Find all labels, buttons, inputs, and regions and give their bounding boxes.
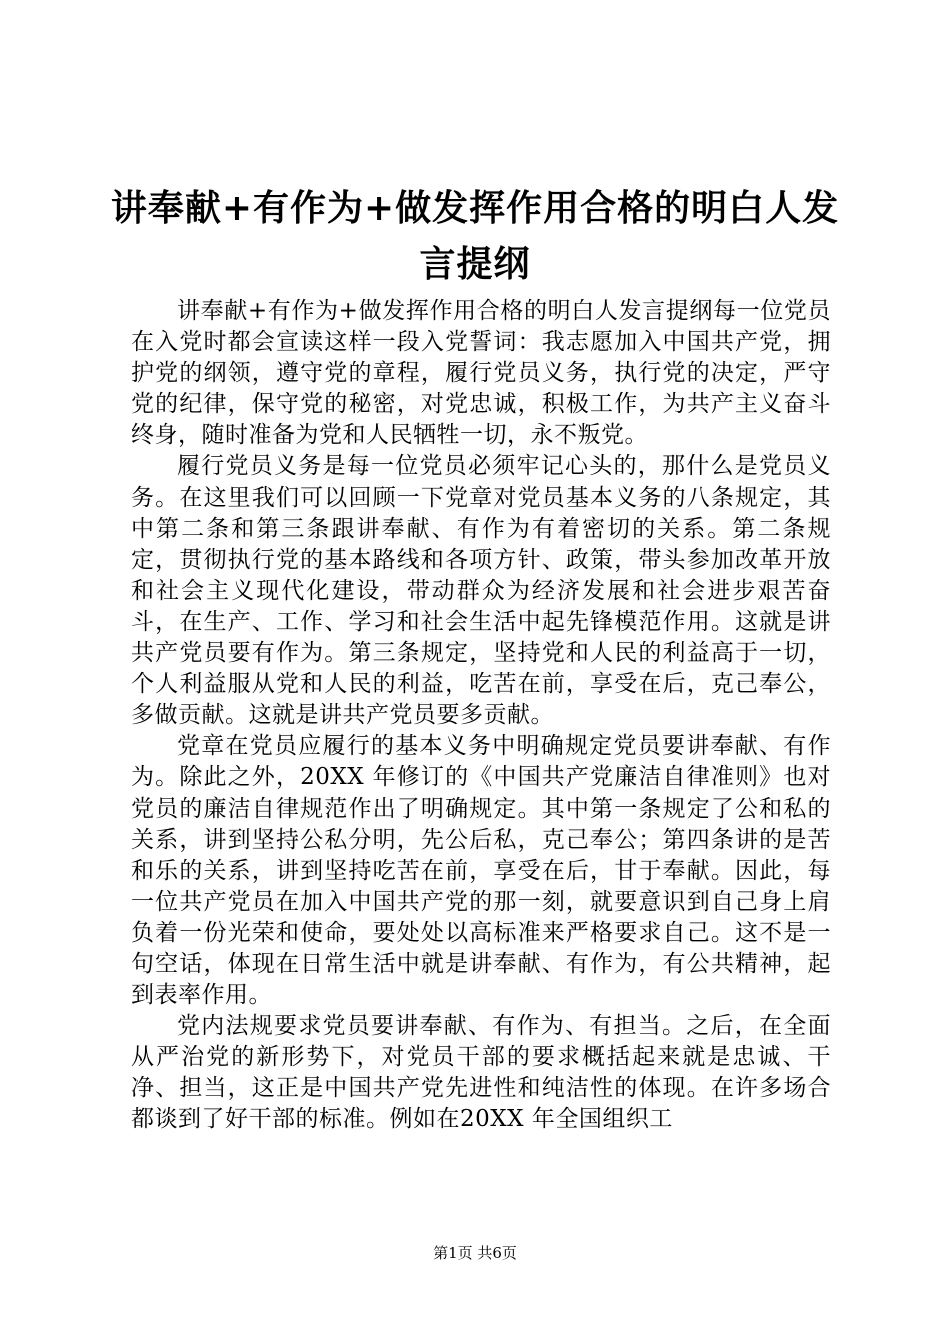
document-title: 讲奉献+有作为+做发挥作用合格的明白人发言提纲 [110, 187, 840, 285]
paragraph: 履行党员义务是每一位党员必须牢记心头的，那什么是党员义务。在这里我们可以回顾一下党章对党员基本义务的八条规定，其中第二条和第三条跟讲奉献、有作为有着密切的关系。第二条规定，贯彻执行党的基本路线和各项方针、政策，带头参加改革开放和社会主义现代化建设，带动群众为经济发展和社会进步艰苦奋斗，在生产、工作、学习和社会生活中起先锋模范作用。这就是讲共产党员要有作为。第三条规定，坚持党和人民的利益高于一切，个人利益服从党和人民的利益，吃苦在前，享受在后，克己奉公，多做贡献。这就是讲共产党员要多贡献。 [131, 453, 831, 729]
paragraph: 党内法规要求党员要讲奉献、有作为、有担当。之后，在全面从严治党的新形势下，对党员干部的要求概括起来就是忠诚、干净、担当，这正是中国共产党先进性和纯洁性的体现。在许多场合都谈到了好干部的标准。例如在20XX 年全国组织工 [131, 1013, 831, 1133]
document-body [131, 296, 831, 1136]
paragraph: 讲奉献+有作为+做发挥作用合格的明白人发言提纲每一位党员在入党时都会宣读这样一段入党誓词：我志愿加入中国共产党，拥护党的纲领，遵守党的章程，履行党员义务，执行党的决定，严守党的纪律，保守党的秘密，对党忠诚，积极工作，为共产主义奋斗终身，随时准备为党和人民牺牲一切，永不叛党。 [131, 298, 831, 449]
page-number-footer: 第1页 共6页 [433, 1244, 517, 1262]
paragraph: 党章在党员应履行的基本义务中明确规定党员要讲奉献、有作为。除此之外，20XX 年修订的《中国共产党廉洁自律准则》也对党员的廉洁自律规范作出了明确规定。其中第一条规定了公和私的关系，讲到坚持公私分明，先公后私，克己奉公；第四条讲的是苦和乐的关系，讲到坚持吃苦在前，享受在后，甘于奉献。因此，每一位共产党员在加入中国共产党的那一刻，就要意识到自己身上肩负着一份光荣和使命，要处处以高标准来严格要求自己。这不是一句空话，体现在日常生活中就是讲奉献、有作为，有公共精神，起到表率作用。 [131, 733, 831, 1009]
